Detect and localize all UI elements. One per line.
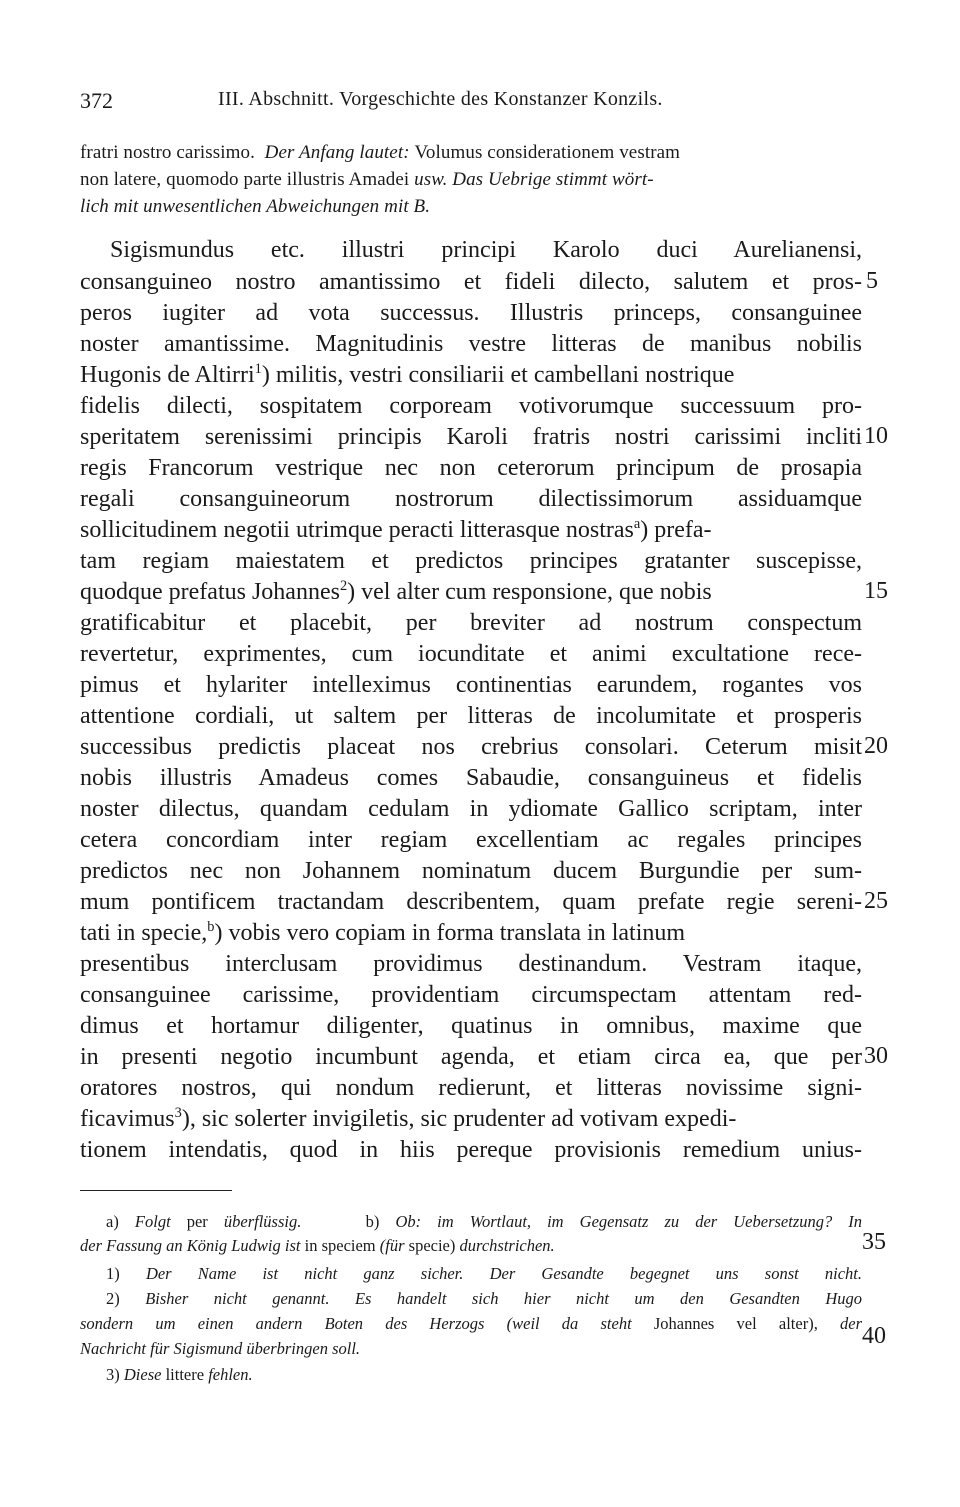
footnote-rule [80,1190,232,1191]
text-line-24: presentibus interclusam providimus destinandum. Vestram itaque, [80,951,862,977]
footnote-italic: Der Name ist nicht ganz sicher. Der Gesandte begegnet uns sonst nicht. [145,1264,862,1283]
line-number-25: 25 [864,888,888,914]
text-span: ) prefa- [640,517,712,543]
text-line-15: pimus et hylariter intelleximus continentias earundem, rogantes vos [80,672,862,698]
intro-line-1 [80,142,680,164]
text-span: ) militis, vestri consiliarii et cambellani nostrique [261,362,735,388]
text-line-30: tionem intendatis, quod in hiis pereque provisionis remedium unius- [80,1137,862,1163]
text-line-27: in presenti negotio incumbunt agenda, et etiam circa ea, que per [80,1044,862,1070]
footnote-italic: sondern um einen andern Boten des Herzogs (weil da steht [80,1314,632,1333]
text-line-7: speritatem serenissimi principis Karoli fratris nostri carissimi incliti [80,424,862,450]
footnote-italic: Nachricht für Sigismund überbringen soll. [80,1339,361,1358]
text-span: ) vobis vero copiam in forma translata in latinum [214,920,686,946]
text-line-25: consanguinee carissime, providentiam circumspectam attentam red- [80,982,862,1008]
footnote-italic: Bisher nicht genannt. Es handelt sich hier nicht um den Gesandten Hugo [145,1289,863,1308]
footnote-1 [106,1264,862,1284]
text-line-23 [80,919,862,947]
footnote-3 [106,1365,888,1385]
text-line-28: oratores nostros, qui nondum redierunt, et litteras novissime signi- [80,1075,862,1101]
line-number-30: 30 [864,1043,888,1069]
footnote-2-line-1 [106,1289,862,1309]
text-line-12 [80,578,862,606]
footnote-italic: der Fassung an König Ludwig ist [80,1236,301,1255]
footnote-text: specie) [408,1236,456,1255]
footnote-ref: 1 [254,361,262,377]
text-line-9: regali consanguineorum nostrorum dilectissimorum assiduamque [80,486,862,512]
footnote-label: 1) [106,1264,120,1283]
intro-italic: Der Anfang lautet: [264,142,410,163]
footnote-text: Johannes vel alter), [653,1314,818,1333]
footnote-b-line-2 [80,1236,862,1256]
footnote-italic: Diese [123,1365,162,1384]
intro-italic: lich mit unwesentlichen Abweichungen mit B. [80,196,431,217]
text-line-26: dimus et hortamur diligenter, quatinus in omnibus, maxime que [80,1013,862,1039]
line-number-35: 35 [862,1229,886,1255]
running-head: III. Abschnitt. Vorgeschichte des Konstanzer Konzils. [218,88,663,110]
text-line-2: consanguineo nostro amantissimo et fideli dilecto, salutem et pros- [80,269,862,295]
text-span: ), sic solerter invigiletis, sic prudenter ad votivam expedi- [181,1106,737,1132]
intro-italic: usw. Das Uebrige stimmt wört- [414,169,654,190]
footnote-text: per [186,1212,208,1231]
footnote-italic: Ob: im Wortlaut, im Gegensatz zu der Uebersetzung? In [395,1212,863,1231]
line-number-15: 15 [864,578,888,604]
intro-text: Volumus considerationem vestram [414,142,681,163]
text-line-8: regis Francorum vestrique nec non ceterorum principum de prosapia [80,455,862,481]
text-span: tati in specie, [80,920,208,946]
text-span: sollicitudinem negotii utrimque peracti litterasque nostras [80,517,634,543]
line-number-20: 20 [864,733,888,759]
footnote-a-b-line-1 [106,1212,862,1232]
line-number-40: 40 [862,1323,886,1349]
footnote-ref: 3 [174,1105,182,1121]
text-line-1: Sigismundus etc. illustri principi Karolo duci Aurelianensi, [110,237,862,263]
footnote-label: 2) [106,1289,120,1308]
text-line-16: attentione cordiali, ut saltem per litteras de incolumitate et prosperis [80,703,862,729]
page-number: 372 [80,88,113,113]
footnote-ref: a [633,516,641,532]
text-line-17: successibus predictis placeat nos crebrius consolari. Ceterum misit [80,734,862,760]
text-span: ) vel alter cum responsione, que nobis [347,579,712,605]
footnote-italic: fehlen. [208,1365,253,1384]
text-line-19: noster dilectus, quandam cedulam in ydiomate Gallico scriptam, inter [80,796,862,822]
text-line-14: revertetur, exprimentes, cum iocunditate et animi excultatione rece- [80,641,862,667]
text-line-18: nobis illustris Amadeus comes Sabaudie, consanguineus et fidelis [80,765,862,791]
intro-text: non latere, quomodo parte illustris Amadei [80,169,410,190]
footnote-italic: Folgt [134,1212,171,1231]
text-line-21: predictos nec non Johannem nominatum ducem Burgundie per sum- [80,858,862,884]
footnote-italic: der [840,1314,863,1333]
text-span: Hugonis de Altirri [80,362,255,388]
text-line-4: noster amantissime. Magnitudinis vestre litteras de manibus nobilis [80,331,862,357]
footnote-label: a) [106,1212,119,1231]
intro-line-3 [80,196,430,218]
text-line-10 [80,516,862,544]
footnote-italic: überflüssig. [223,1212,302,1231]
footnote-2-line-2 [80,1314,862,1334]
footnote-italic: durchstrichen. [459,1236,555,1255]
text-line-20: cetera concordiam inter regiam excellentiam ac regales principes [80,827,862,853]
text-line-11: tam regiam maiestatem et predictos principes gratanter suscepisse, [80,548,862,574]
footnote-2-line-3 [80,1339,862,1359]
intro-line-2 [80,169,654,191]
footnote-text: littere [165,1365,205,1384]
text-line-3: peros iugiter ad vota successus. Illustris princeps, consanguinee [80,300,862,326]
line-number-10: 10 [864,423,888,449]
footnote-label: 3) [106,1365,120,1384]
footnote-italic: (für [379,1236,405,1255]
footnote-ref: 2 [339,578,348,594]
text-line-13: gratificabitur et placebit, per breviter ad nostrum conspectum [80,610,862,636]
footnote-label: b) [365,1212,380,1231]
intro-text: fratri nostro carissimo. [80,142,255,163]
footnote-ref: b [207,919,215,935]
text-line-5 [80,361,862,389]
footnote-text: in speciem [304,1236,376,1255]
line-number-5: 5 [866,268,878,294]
text-span: ficavimus [80,1106,175,1132]
text-span: quodque prefatus Johannes [80,579,340,605]
text-line-22: mum pontificem tractandam describentem, quam prefate regie sereni- [80,889,862,915]
text-line-29 [80,1105,862,1133]
text-line-6: fidelis dilecti, sospitatem corpoream votivorumque successuum pro- [80,393,862,419]
